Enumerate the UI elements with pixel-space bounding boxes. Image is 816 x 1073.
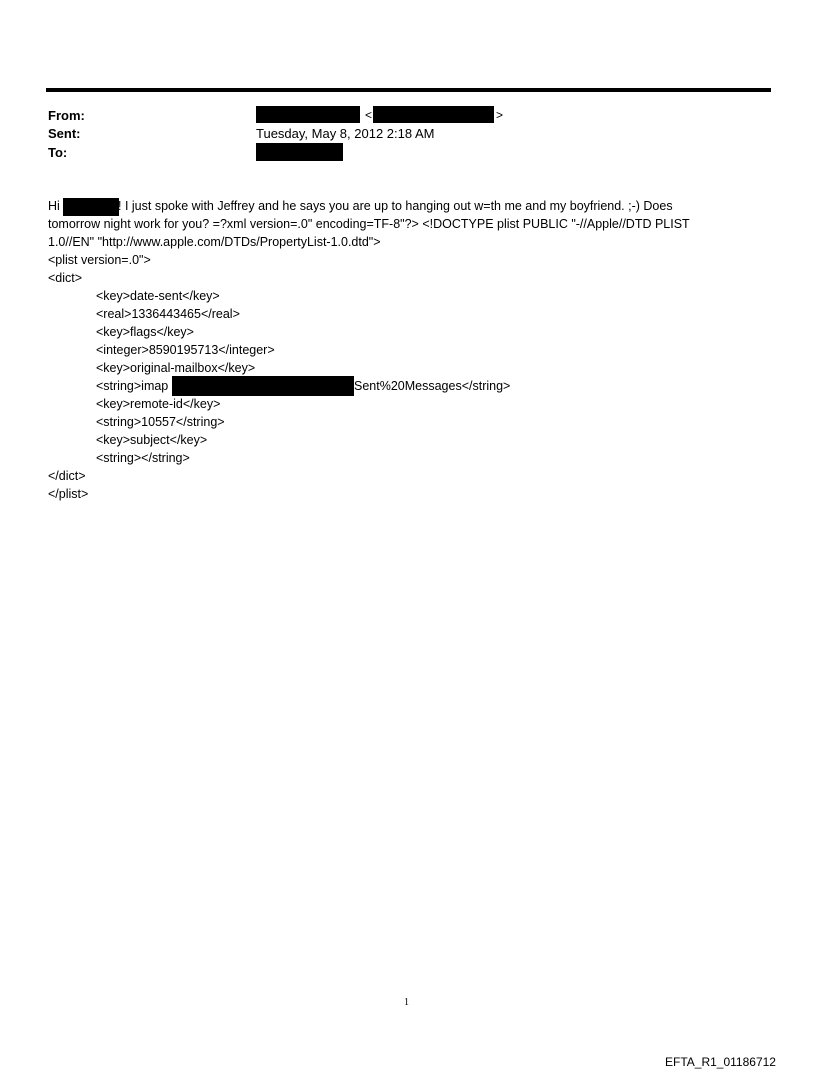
from-email-open: < <box>365 108 373 122</box>
page-number: 1 <box>404 997 409 1008</box>
body-line-3: 1.0//EN" "http://www.apple.com/DTDs/PropertyList-1.0.dtd"> <box>48 235 381 249</box>
plist-line: <key>subject</key> <box>96 433 208 447</box>
redacted-from-email <box>373 106 494 123</box>
document-id: EFTA_R1_01186712 <box>665 1055 776 1069</box>
from-email-close: > <box>496 108 504 122</box>
close-plist: </plist> <box>48 487 89 501</box>
plist-line: <string>10557</string> <box>96 415 225 429</box>
plist-line: <key>date-sent</key> <box>96 289 220 303</box>
body-line-1b: ! I just spoke with Jeffrey and he says you are up to hanging out w=th me and my boyfriend. ;-) Does <box>118 199 673 213</box>
plist-line: <key>flags</key> <box>96 325 194 339</box>
body-line-4: <plist version=.0"> <box>48 253 151 267</box>
from-label: From: <box>48 108 85 123</box>
redacted-from-name <box>256 106 360 123</box>
plist-imap-start: <string>imap <box>96 379 169 393</box>
header-rule <box>46 88 771 92</box>
plist-line: <real>1336443465</real> <box>96 307 240 321</box>
plist-line: <integer>8590195713</integer> <box>96 343 275 357</box>
plist-line: <key>remote-id</key> <box>96 397 221 411</box>
body-line-1a: Hi <box>48 199 60 213</box>
redacted-recipient-name <box>63 198 119 216</box>
sent-value: Tuesday, May 8, 2012 2:18 AM <box>256 126 435 141</box>
redacted-mailbox <box>172 376 354 396</box>
body-line-5: <dict> <box>48 271 83 285</box>
sent-label: Sent: <box>48 126 81 141</box>
body-line-2: tomorrow night work for you? =?xml version=.0" encoding=TF-8"?> <!DOCTYPE plist PUBLIC "-//Apple//DTD PLIST <box>48 217 690 231</box>
plist-imap-end: Sent%20Messages</string> <box>354 379 511 393</box>
to-label: To: <box>48 145 68 160</box>
redacted-to <box>256 143 343 161</box>
plist-line: <key>original-mailbox</key> <box>96 361 256 375</box>
plist-line: <string></string> <box>96 451 190 465</box>
close-dict: </dict> <box>48 469 86 483</box>
